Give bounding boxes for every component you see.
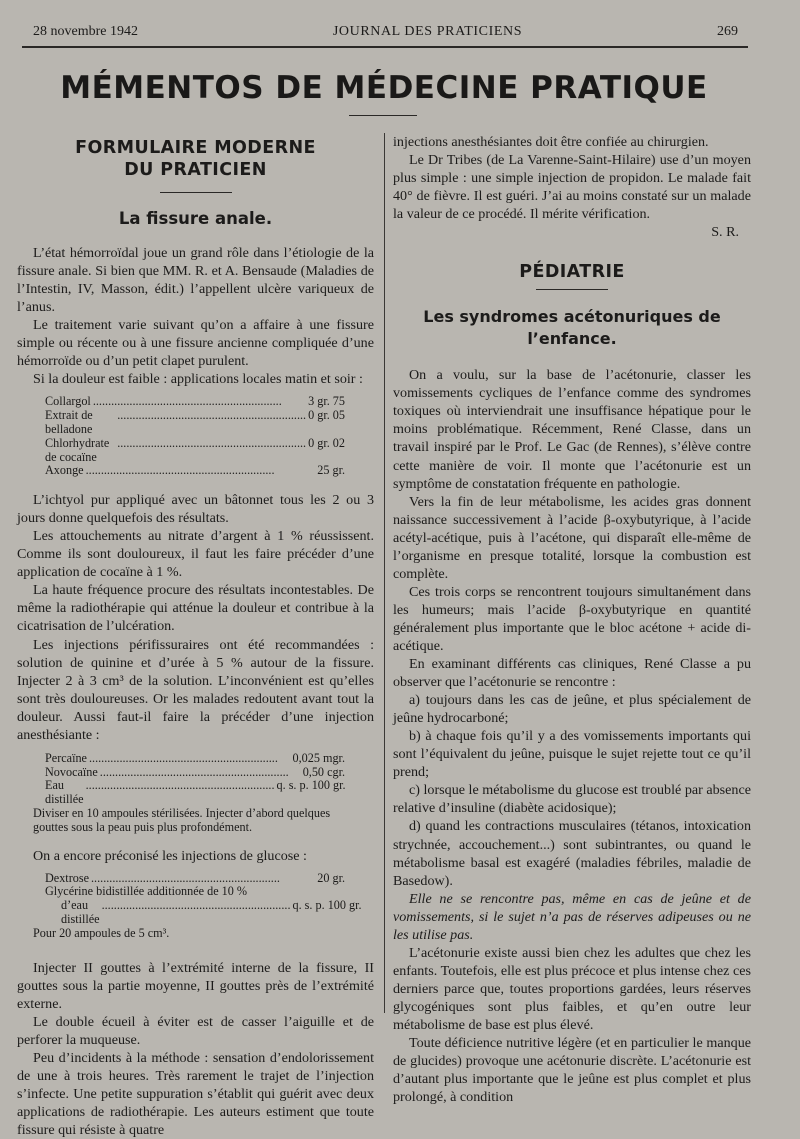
right-column [393,133,751,1106]
quantity: 25 gr. [317,463,345,478]
ingredient: Dextrose [45,870,89,885]
quantity: 0 gr. 05 [308,408,345,423]
running-head [33,23,738,41]
paragraph: Si la douleur est faible : applications locales matin et soir : [33,371,363,388]
prescription-3 [33,870,362,941]
header-rule [22,46,748,48]
main-title: MÉMENTOS DE MÉDECINE PRATIQUE [60,70,708,106]
paragraph: Ces trois corps se rencontrent toujours simultanément dans les humeurs; mais l’acide β-oxybutyrique en quantité généralement plus importante que le bloc acétone + acide di-acétique. [393,583,751,654]
paragraph: Le double écueil à éviter est de casser l’aiguille et de perforer la muqueuse. [17,1013,374,1048]
ingredient: Percaïne [45,750,87,765]
prescription-note: Pour 20 ampoules de 5 cm³. [33,925,170,940]
prescription-row: Axonge .............................................................. 25 gr. [45,463,345,478]
issue-date: 28 novembre 1942 [33,24,138,39]
ingredient: Axonge [45,463,84,478]
section-rule [160,192,232,193]
author-signature: S. R. [711,224,739,241]
quantity: 20 gr. [317,870,345,885]
ingredient: Chlorhydrate de cocaïne [45,435,110,464]
paragraph: La haute fréquence procure des résultats incontestables. De même la radiothérapie qui atténue la douleur et contribue à la cicatrisation de l’ulcération. [17,582,374,635]
paragraph: Toute déficience nutritive légère (et en particulier le manque de glucides) provoque une acétonurie discrète. L’acétonurie est d’autant plus importante que le jeûne est plus complet et plus prolongé, à condition [393,1035,751,1106]
prescription-row: Percaïne .............................................................. 0,025 mgr. [45,750,345,765]
column-divider [384,133,385,1013]
paragraph: L’acétonurie existe aussi bien chez les adultes que chez les enfants. Toutefois, elle est plus précoce et plus intense chez ces derniers parce que, toutes proportions gardées, leurs réserves glycogéniques sont plus faibles, et qu’en outre leur métabolisme de base est plus élevé. [393,944,751,1033]
section-rule [536,289,608,290]
paragraph: Les injections périfissuraires ont été recommandées : solution de quinine et d’urée à 5 % autour de la fissure. Injecter 2 à 3 cm³ de la solution. L’inconvénient est qu’elles sont très douloureuses. Or les malades redoutent avant tout la douleur. Aussi faut-il faire la précéder d’une injection anesthésiante : [17,636,374,743]
quantity: q. s. p. 100 gr. [292,898,362,913]
quantity: 0,50 cgr. [302,764,345,779]
title-rule [349,115,417,116]
ingredient: d’eau distillée [61,898,100,927]
ingredient: Glycérine bidistillée additionnée de 10 % [45,884,248,899]
prescription-note: Diviser en 10 ampoules stérilisées. Injecter d’abord quelques gouttes sous la peau puis plus profondément. [33,806,331,834]
article-subtitle: Les syndromes acétonuriques de l’enfance. [423,307,721,349]
prescription-row: d’eau distillée .............................................................. q. s. p. 100 gr. [61,898,362,927]
prescription-row: Collargol .............................................................. 3 gr. 75 [45,394,345,409]
paragraph: Elle ne se rencontre pas, même en cas de jeûne et de vomissements, si le sujet n’a pas de réserves adipeuses ou ne les utilise pas. [393,890,751,943]
paragraph: a) toujours dans les cas de jeûne, et plus spécialement de jeûne hydrocarboné; [393,692,751,727]
paragraph: On a voulu, sur la base de l’acétonurie, classer les vomissements cycliques de l’enfance comme des syndromes toxiques où interviendrait une insuffisance hépatique pour le moins problématique. Récemment, René Classe, dans un travail inspiré par le Prof. Le Gac (de Rennes), s’élève contre cette manière de voir. Il monte que l’acétonurie est un symptôme de constatation fréquente en pathologie. [393,367,751,492]
article-subtitle: La fissure anale. [118,209,273,228]
paragraph: L’ichtyol pur appliqué avec un bâtonnet tous les 2 ou 3 jours donne quelquefois des résultats. [17,492,374,527]
ingredient: Novocaïne [45,764,98,779]
prescription-2 [33,750,346,835]
paragraph: injections anesthésiantes doit être confiée au chirurgien. [393,134,709,150]
paragraph: Vers la fin de leur métabolisme, les acides gras donnent naissance successivement à l’acide β-oxybutyrique, à l’acide acétyl-acétique, puis à l’acétone, qui disparaît elle-même de l’organisme en presque totalité, lorsque la combustion est complète. [393,493,751,582]
paragraph: On a encore préconisé les injections de glucose : [33,847,307,864]
paragraph: Le Dr Tribes (de La Varenne-Saint-Hilaire) use d’un moyen plus simple : une simple injection de propidon. Le malade fait 40° de fièvre. Il est guéri. J’ai au moins constaté sur un malade la valeur de ce procédé. Il mérite vérification. [393,152,751,223]
paragraph: Peu d’incidents à la méthode : sensation d’endolorissement de une à trois heures. Très rarement le trajet de l’injection s’infecte. Une petite suppuration s’établit qui guérit avec deux applications de radiothérapie. Les auteurs estiment que toute fissure qui résiste à quatre [17,1049,374,1139]
prescription-row: Novocaïne .............................................................. 0,50 cgr. [45,764,345,779]
paragraph: c) lorsque le métabolisme du glucose est troublé par absence relative d’insuline (diabète acidosique); [393,782,751,817]
quantity: 0 gr. 02 [308,435,345,450]
paragraph: d) quand les contractions musculaires (tétanos, intoxication strychnée, accouchement...) sont subintrantes, ou quand le métabolisme basal est exagéré (maladies fébriles, maladie de Basedow). [393,818,751,889]
section-title-line-2: DU PRATICIEN [124,160,267,180]
paragraph: Le traitement varie suivant qu’on a affaire à une fissure simple ou récente ou à une fissure ancienne compliquée d’une hémorroïde ou d’un petit clapet purulent. [17,317,374,370]
ingredient: Eau distillée [45,778,84,807]
prescription-row: Chlorhydrate de cocaïne .............................................................. 0 gr. 02 [45,435,345,464]
quantity: 3 gr. 75 [308,394,345,409]
paragraph: Les attouchements au nitrate d’argent à 1 % réussissent. Comme ils sont douloureux, il faut les faire précéder d’une application de cocaïne à 1 %. [17,528,374,581]
prescription-1 [45,395,345,478]
quantity: q. s. p. 100 gr. [276,778,346,793]
ingredient: Extrait de belladone [45,408,93,436]
paragraph: L’état hémorroïdal joue un grand rôle dans l’étiologie de la fissure anale. Si bien que MM. R. et A. Bensaude (Maladies de l’Intestin, IV, Masson, édit.) l’appellent ulcère variqueux de l’anus. [17,245,374,316]
paragraph: En examinant différents cas cliniques, René Classe a pu observer que l’acétonurie se rencontre : [393,656,751,691]
section-title: PÉDIATRIE [519,262,625,283]
section-title-line-1: FORMULAIRE MODERNE [75,138,316,158]
page-number: 269 [717,24,738,39]
prescription-row [45,885,345,899]
quantity: 0,025 mgr. [292,750,345,765]
journal-name: JOURNAL DES PRATICIENS [332,24,523,39]
prescription-row: Dextrose .............................................................. 20 gr. [45,870,345,885]
left-column [17,135,374,1139]
ingredient: Collargol [45,394,91,409]
paragraph: b) à chaque fois qu’il y a des vomissements importants qui sont l’équivalent du jeûne, puisque le sujet rejette tout ce qu’il prend; [393,728,751,781]
prescription-row: Eau distillée .............................................................. q. s. p. 100 gr. [45,778,346,807]
paragraph: Injecter II gouttes à l’extrémité interne de la fissure, II gouttes sous la partie moyenne, II gouttes près de l’extrémité externe. [17,959,374,1012]
prescription-row: Extrait de belladone .............................................................. 0 gr. 05 [45,408,345,436]
